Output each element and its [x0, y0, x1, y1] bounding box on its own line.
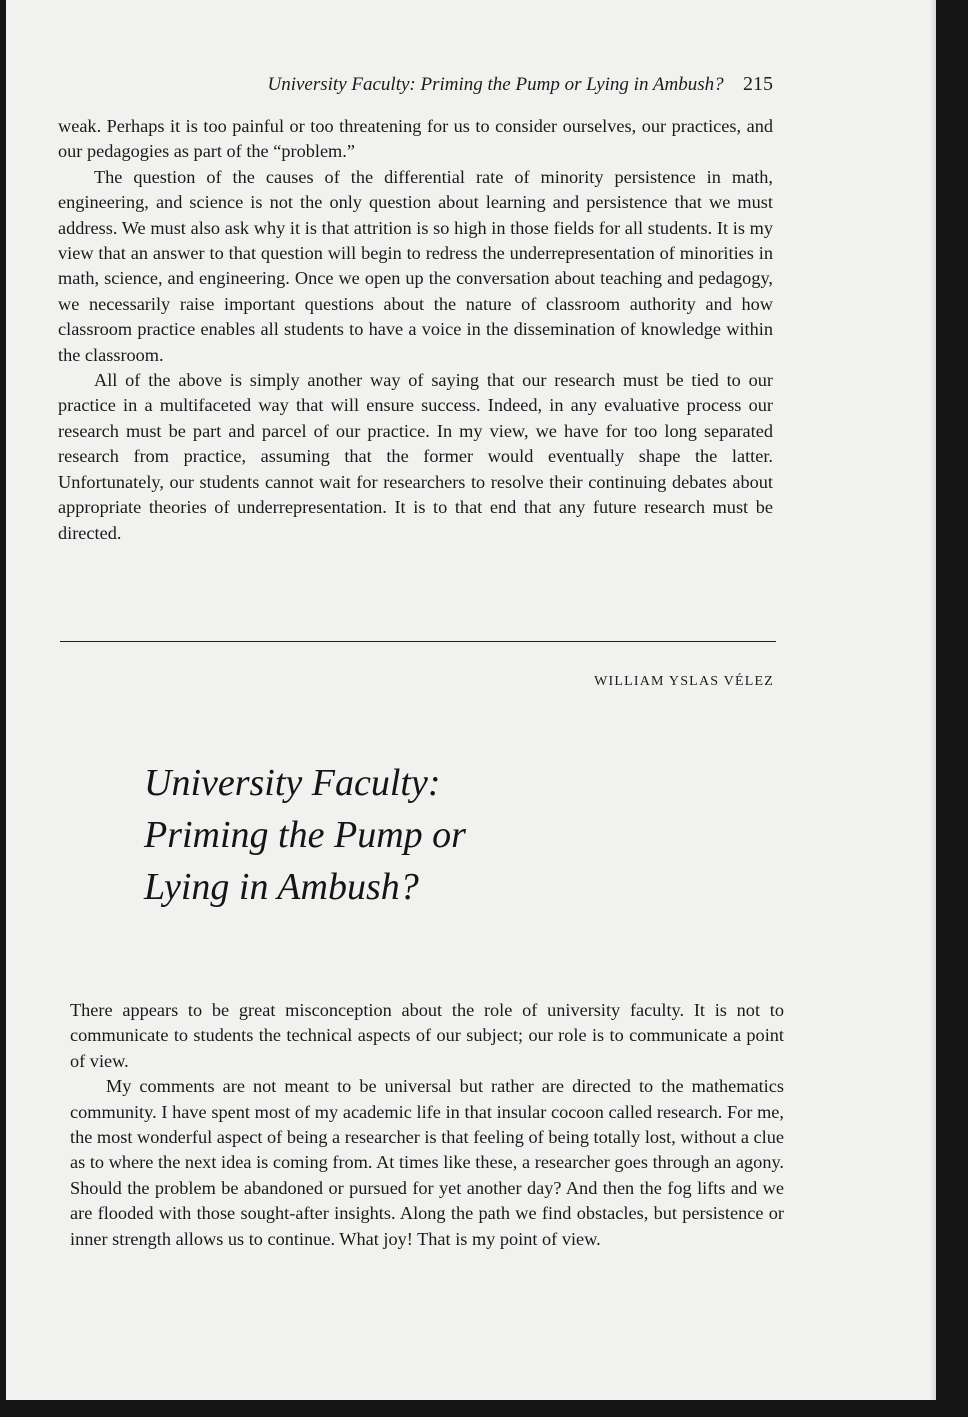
- paragraph: There appears to be great misconception about the role of university faculty. It is not to communicate to students the technical aspects of our subject; our role is to communicate a point of view.: [70, 1000, 784, 1071]
- scan-edge: [930, 0, 936, 1400]
- page-number: 215: [743, 73, 773, 95]
- paragraph: All of the above is simply another way of saying that our research must be tied to our practice in a multifaceted way that will ensure success. Indeed, in any evaluative process our research must be part and parcel of our practice. In my view, we have for too long separated research from practice, assuming that the former would eventually shape the latter. Unfortunately, our students cannot wait for researchers to resolve their continuing debates about appropriate theories of underrepresentation. It is to that end that any future research must be directed.: [58, 370, 773, 543]
- section-divider: [60, 641, 776, 642]
- article-title: [144, 757, 466, 913]
- paragraph: weak. Perhaps it is too painful or too threatening for us to consider ourselves, our practices, and our pedagogies as part of the “problem.”: [58, 116, 773, 162]
- article-title-line: Priming the Pump or: [144, 814, 466, 856]
- article-body: [70, 998, 784, 1252]
- paragraph: The question of the causes of the differential rate of minority persistence in math, engineering, and science is not the only question about learning and persistence that we must address. We must also ask why it is that attrition is so high in those fields for all students. It is my view that an answer to that question will begin to redress the underrepresentation of minorities in math, science, and engineering. Once we open up the conversation about teaching and pedagogy, we necessarily raise important questions about the nature of classroom authority and how classroom practice enables all students to have a voice in the dissemination of knowledge within the classroom.: [58, 166, 773, 365]
- book-page: [6, 0, 936, 1400]
- previous-essay-text: [58, 114, 773, 546]
- running-head-title: University Faculty: Priming the Pump or Lying in Ambush?: [267, 74, 724, 95]
- running-head: [6, 73, 773, 96]
- author-name: WILLIAM YSLAS VÉLEZ: [594, 674, 774, 689]
- paragraph: My comments are not meant to be universal but rather are directed to the mathematics community. I have spent most of my academic life in that insular cocoon called research. For me, the most wonderful aspect of being a researcher is that feeling of being totally lost, without a clue as to where the next idea is coming from. At times like these, a researcher goes through an agony. Should the problem be abandoned or pursued for yet another day? And then the fog lifts and we are flooded with those sought-after insights. Along the path we find obstacles, but persistence or inner strength allows us to continue. What joy! That is my point of view.: [70, 1076, 784, 1249]
- article-title-line: Lying in Ambush?: [144, 866, 419, 908]
- article-title-line: University Faculty:: [144, 762, 441, 804]
